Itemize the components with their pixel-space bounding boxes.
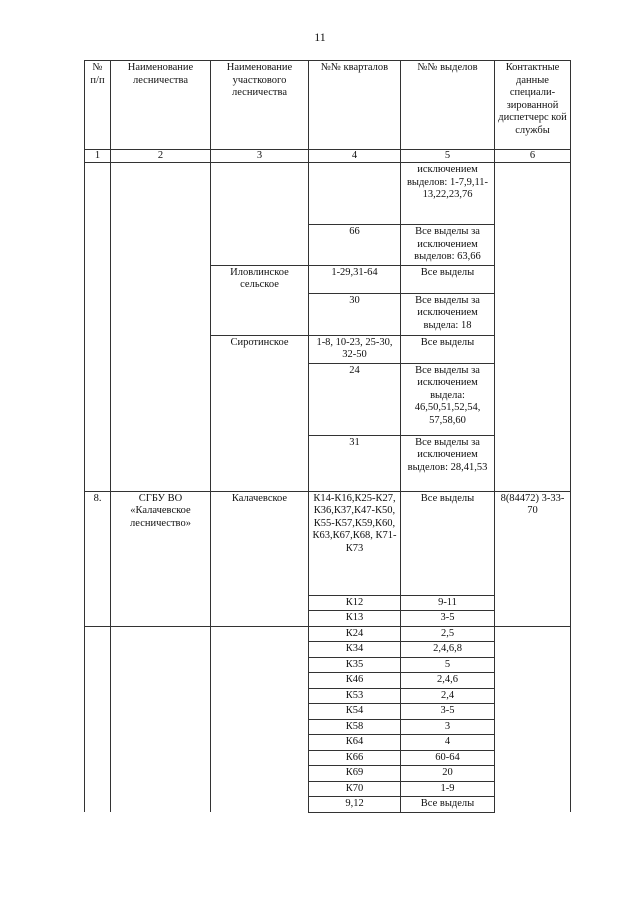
cell-vydel: 3-5 (401, 611, 495, 627)
cell-vydel: 20 (401, 766, 495, 782)
cell-contact: 8(84472) 3-33-70 (495, 491, 571, 626)
cell-uchastok-empty (211, 163, 309, 266)
cell-vydel: 2,5 (401, 626, 495, 642)
header-vydely: №№ выделов (401, 61, 495, 150)
cell-vydel: Все выделы (401, 797, 495, 813)
cell-kvartal: К24 (309, 626, 401, 642)
header-uchastok: Наименование участкового лесничества (211, 61, 309, 150)
cell-kvartal: К12 (309, 595, 401, 611)
cell-kvartal: 66 (309, 225, 401, 266)
cell-vydel: 3 (401, 719, 495, 735)
cell-vydel: 9-11 (401, 595, 495, 611)
col-number: 4 (309, 150, 401, 163)
cell-vydel: Все выделы (401, 335, 495, 363)
cell-kvartal: К58 (309, 719, 401, 735)
header-contacts: Контактные данные специали-зированной диспетчерс кой службы (495, 61, 571, 150)
cell-kvartal: К69 (309, 766, 401, 782)
cell-kvartal: К54 (309, 704, 401, 720)
cell-kvartal: 24 (309, 363, 401, 435)
cell-uchastok-empty (211, 626, 309, 812)
cell-kvartal: К34 (309, 642, 401, 658)
cell-num: 8. (85, 491, 111, 626)
cell-vydel: 2,4 (401, 688, 495, 704)
cell-vydel: 60-64 (401, 750, 495, 766)
cell-kvartal: К13 (309, 611, 401, 627)
cell-lesnichestvo-empty (111, 163, 211, 492)
cell-kvartal: 31 (309, 435, 401, 491)
cell-vydel: Все выделы (401, 491, 495, 595)
cell-vydel: Все выделы (401, 265, 495, 293)
cell-vydel: Все выделы за исключением выделов: 63,66 (401, 225, 495, 266)
cell-kvartal: К35 (309, 657, 401, 673)
cell-kvartal: К66 (309, 750, 401, 766)
table-row (85, 491, 571, 595)
col-number: 3 (211, 150, 309, 163)
page-number: 11 (314, 30, 326, 44)
cell-contact-empty (495, 626, 571, 812)
cell-num-empty (85, 163, 111, 492)
cell-kvartal: 30 (309, 293, 401, 335)
cell-vydel: Все выделы за исключением выделов: 28,41,53 (401, 435, 495, 491)
cell-uchastok: Калачевское (211, 491, 309, 626)
cell-lesnichestvo: СГБУ ВО «Калачевское лесничество» (111, 491, 211, 626)
cell-num-empty (85, 626, 111, 812)
column-number-row (85, 150, 571, 163)
cell-kvartal: 9,12 (309, 797, 401, 813)
cell-kvartal-empty (309, 163, 401, 225)
col-number: 5 (401, 150, 495, 163)
cell-uchastok: Сиротинское (211, 335, 309, 491)
table-row (85, 163, 571, 225)
cell-vydel: 1-9 (401, 781, 495, 797)
col-number: 2 (111, 150, 211, 163)
cell-kvartal: К14-К16,К25-К27, К36,К37,К47-К50, К55-К57,К59,К60, К63,К67,К68, К71-К73 (309, 491, 401, 595)
cell-kvartal: К46 (309, 673, 401, 689)
forestry-table (84, 60, 571, 813)
table-row (85, 626, 571, 642)
cell-kvartal: 1-29,31-64 (309, 265, 401, 293)
col-number: 6 (495, 150, 571, 163)
cell-kvartal: 1-8, 10-23, 25-30, 32-50 (309, 335, 401, 363)
cell-vydel: 5 (401, 657, 495, 673)
cell-kvartal: К70 (309, 781, 401, 797)
cell-vydel: исключением выделов: 1-7,9,11-13,22,23,76 (401, 163, 495, 225)
cell-vydel: 2,4,6,8 (401, 642, 495, 658)
cell-vydel: 2,4,6 (401, 673, 495, 689)
header-kvartaly: №№ кварталов (309, 61, 401, 150)
header-num: № п/п (85, 61, 111, 150)
cell-lesnichestvo-empty (111, 626, 211, 812)
cell-kvartal: К53 (309, 688, 401, 704)
cell-kvartal: К64 (309, 735, 401, 751)
cell-vydel: Все выделы за исключением выдела: 46,50,51,52,54, 57,58,60 (401, 363, 495, 435)
cell-vydel: 3-5 (401, 704, 495, 720)
cell-uchastok: Иловлинское сельское (211, 265, 309, 335)
col-number: 1 (85, 150, 111, 163)
cell-contact-empty (495, 163, 571, 492)
table-header-row (85, 61, 571, 150)
cell-vydel: 4 (401, 735, 495, 751)
header-lesnichestvo: Наименование лесничества (111, 61, 211, 150)
cell-vydel: Все выделы за исключением выдела: 18 (401, 293, 495, 335)
